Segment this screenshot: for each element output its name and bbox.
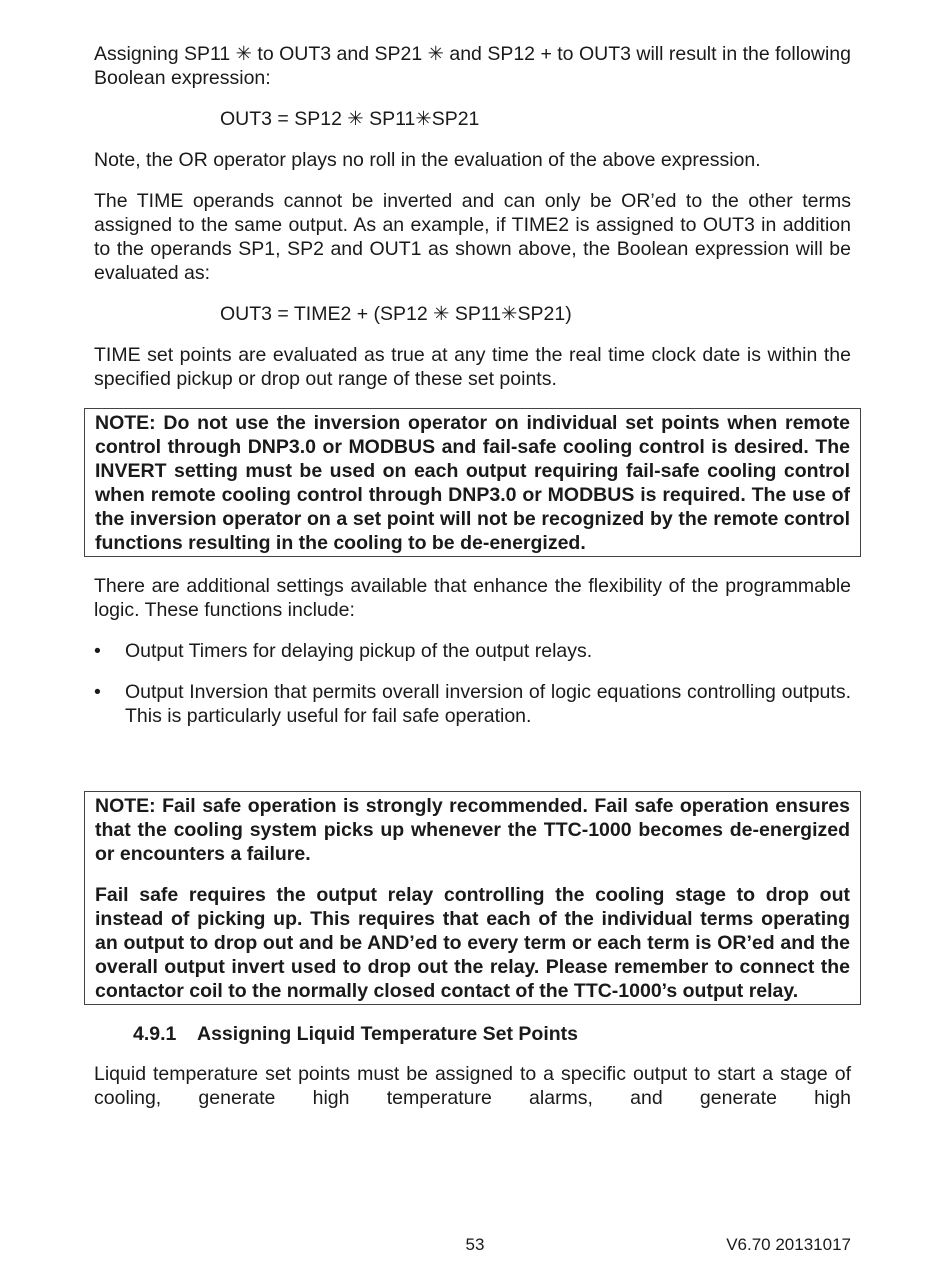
boolean-expression-2: OUT3 = TIME2 + (SP12 ✳ SP11✳SP21) — [220, 303, 572, 325]
paragraph-or-note: Note, the OR operator plays no roll in the evaluation of the above expression. — [94, 149, 761, 171]
list-item — [94, 680, 851, 728]
bullet-icon: • — [94, 681, 101, 703]
list-item-text: Output Timers for delaying pickup of the output relays. — [125, 640, 593, 662]
boolean-expression-1: OUT3 = SP12 ✳ SP11✳SP21 — [220, 108, 480, 130]
function-list — [94, 639, 851, 728]
paragraph-time-operands: The TIME operands cannot be inverted and can only be OR’ed to the other terms assigned to the same output. As an example, if TIME2 is assigned to OUT3 in addition to the operands SP1, SP2 and OUT1 as shown above, the Boolean expression will be evaluated as: — [94, 190, 851, 284]
version-label: V6.70 20131017 — [726, 1235, 851, 1254]
list-item — [94, 639, 851, 663]
section-number: 4.9.1 — [133, 1023, 177, 1045]
bullet-icon: • — [94, 640, 101, 662]
spacer — [94, 745, 851, 791]
note-inversion-text: NOTE: Do not use the inversion operator on individual set points when remote control through DNP3.0 or MODBUS and fail-safe cooling control is desired. The INVERT setting must be used on each output requiring fail-safe cooling control when remote cooling control through DNP3.0 or MODBUS is required. The use of the inversion operator on a set point will not be recognized by the remote control functions resulting in the cooling to be de-energized. — [95, 412, 850, 554]
paragraph-liquid-temperature: Liquid temperature set points must be assigned to a specific output to start a stage of cooling, generate high temperature alarms, and generate high — [94, 1063, 851, 1109]
paragraph-assigning: Assigning SP11 ✳ to OUT3 and SP21 ✳ and SP12 + to OUT3 will result in the following Boolean expression: — [94, 43, 851, 89]
section-title: Assigning Liquid Temperature Set Points — [197, 1023, 579, 1045]
page-number: 53 — [465, 1235, 485, 1254]
note-box-fail-safe — [84, 791, 861, 1005]
list-item-text: Output Inversion that permits overall inversion of logic equations controlling outputs. This is particularly useful for fail safe operation. — [125, 681, 851, 727]
note-box-inversion — [84, 408, 861, 557]
paragraph-time-set-points: TIME set points are evaluated as true at any time the real time clock date is within the specified pickup or drop out range of these set points. — [94, 344, 851, 390]
note-fail-safe-detail: Fail safe requires the output relay controlling the cooling stage to drop out instead of picking up. This requires that each of the individual terms operating an output to drop out and be AND’ed to every term or each term is OR’ed and the overall output invert used to drop out the relay. Please remember to connect the contactor coil to the normally closed contact of the TTC-1000’s output relay. — [95, 884, 850, 1002]
note-fail-safe-text: NOTE: Fail safe operation is strongly recommended. Fail safe operation ensures that the cooling system picks up whenever the TTC-1000 becomes de-energized or encounters a failure. — [95, 795, 850, 865]
document-page — [94, 42, 851, 1110]
section-heading — [133, 1022, 851, 1046]
paragraph-additional-settings: There are additional settings available that enhance the flexibility of the programmable logic. These functions include: — [94, 575, 851, 621]
